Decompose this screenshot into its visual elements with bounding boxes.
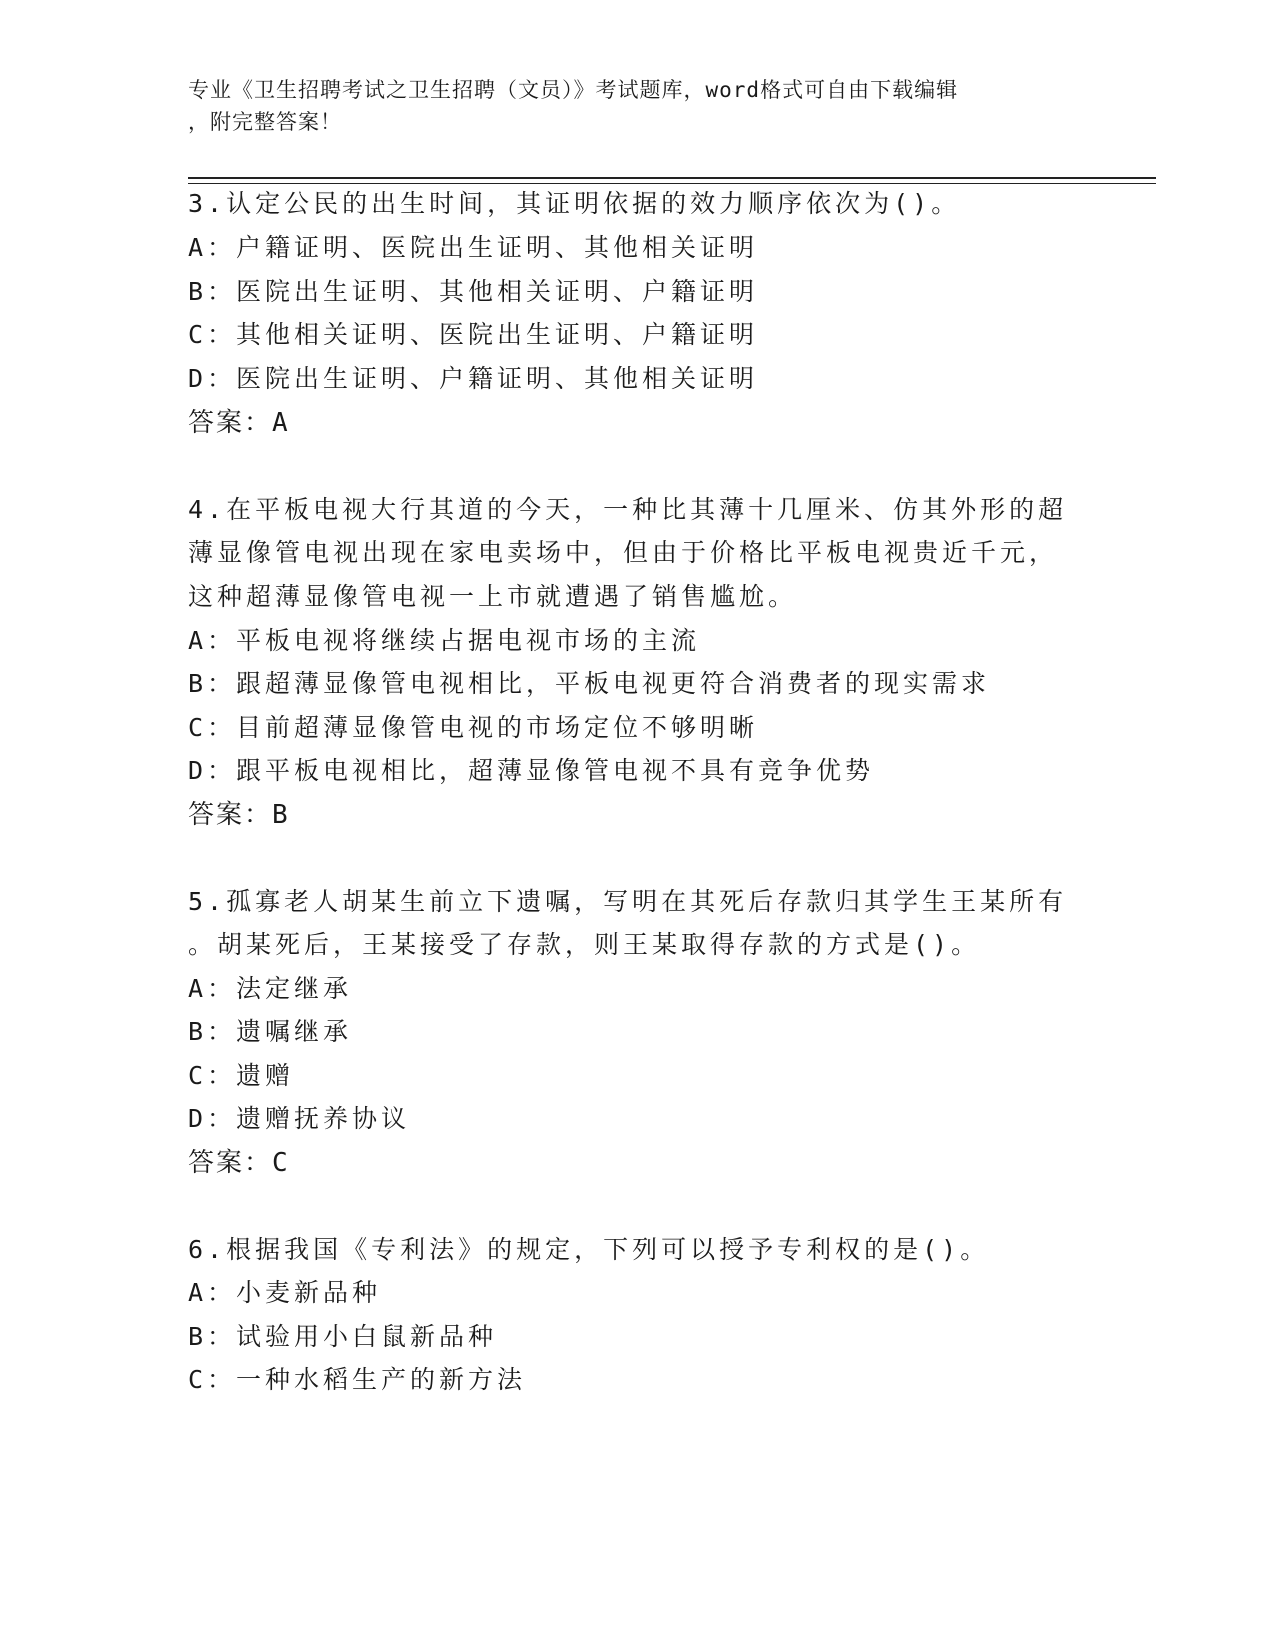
question-6-option-c: C：一种水稻生产的新方法 bbox=[188, 1365, 527, 1394]
question-6-option-b: B：试验用小白鼠新品种 bbox=[188, 1322, 498, 1351]
question-4-text-line: 这种超薄显像管电视一上市就遭遇了销售尴尬。 bbox=[188, 582, 798, 611]
question-4-option-b: B：跟超薄显像管电视相比，平板电视更符合消费者的现实需求 bbox=[188, 669, 991, 698]
question-5-text-line: 5.孤寡老人胡某生前立下遗嘱，写明在其死后存款归其学生王某所有 bbox=[188, 887, 1068, 916]
question-3-text-line: 3.认定公民的出生时间，其证明依据的效力顺序依次为()。 bbox=[188, 189, 961, 218]
question-5-option-b: B：遗嘱继承 bbox=[188, 1017, 353, 1046]
question-6-text-line: 6.根据我国《专利法》的规定，下列可以授予专利权的是()。 bbox=[188, 1235, 990, 1264]
header-title-line1: 专业《卫生招聘考试之卫生招聘（文员）》考试题库，word格式可自由下载编辑 bbox=[188, 78, 959, 102]
question-6-option-a: A：小麦新品种 bbox=[188, 1278, 382, 1307]
question-4-option-a: A：平板电视将继续占据电视市场的主流 bbox=[188, 626, 701, 655]
question-5-option-a: A：法定继承 bbox=[188, 974, 353, 1003]
question-5-text-line: 。胡某死后，王某接受了存款，则王某取得存款的方式是()。 bbox=[188, 930, 981, 959]
question-5-answer: 答案：C bbox=[188, 1148, 290, 1178]
question-4-option-d: D：跟平板电视相比，超薄显像管电视不具有竞争优势 bbox=[188, 756, 875, 785]
question-5-option-d: D：遗赠抚养协议 bbox=[188, 1104, 411, 1133]
question-3-answer: 答案：A bbox=[188, 408, 290, 438]
question-4-text-line: 4.在平板电视大行其道的今天，一种比其薄十几厘米、仿其外形的超 bbox=[188, 495, 1068, 524]
question-3-option-b: B：医院出生证明、其他相关证明、户籍证明 bbox=[188, 277, 759, 306]
document-header bbox=[188, 74, 1068, 138]
header-divider-thick bbox=[188, 177, 1156, 179]
question-3-option-d: D：医院出生证明、户籍证明、其他相关证明 bbox=[188, 364, 759, 393]
question-3-option-c: C：其他相关证明、医院出生证明、户籍证明 bbox=[188, 320, 759, 349]
header-title-line2: ，附完整答案！ bbox=[188, 110, 342, 134]
question-3-option-a: A：户籍证明、医院出生证明、其他相关证明 bbox=[188, 233, 759, 262]
header-divider-thin bbox=[188, 183, 1156, 184]
question-5-option-c: C：遗赠 bbox=[188, 1061, 295, 1090]
question-4-answer: 答案：B bbox=[188, 800, 290, 830]
question-4-text-line: 薄显像管电视出现在家电卖场中，但由于价格比平板电视贵近千元， bbox=[188, 538, 1059, 567]
question-4-option-c: C：目前超薄显像管电视的市场定位不够明晰 bbox=[188, 713, 759, 742]
